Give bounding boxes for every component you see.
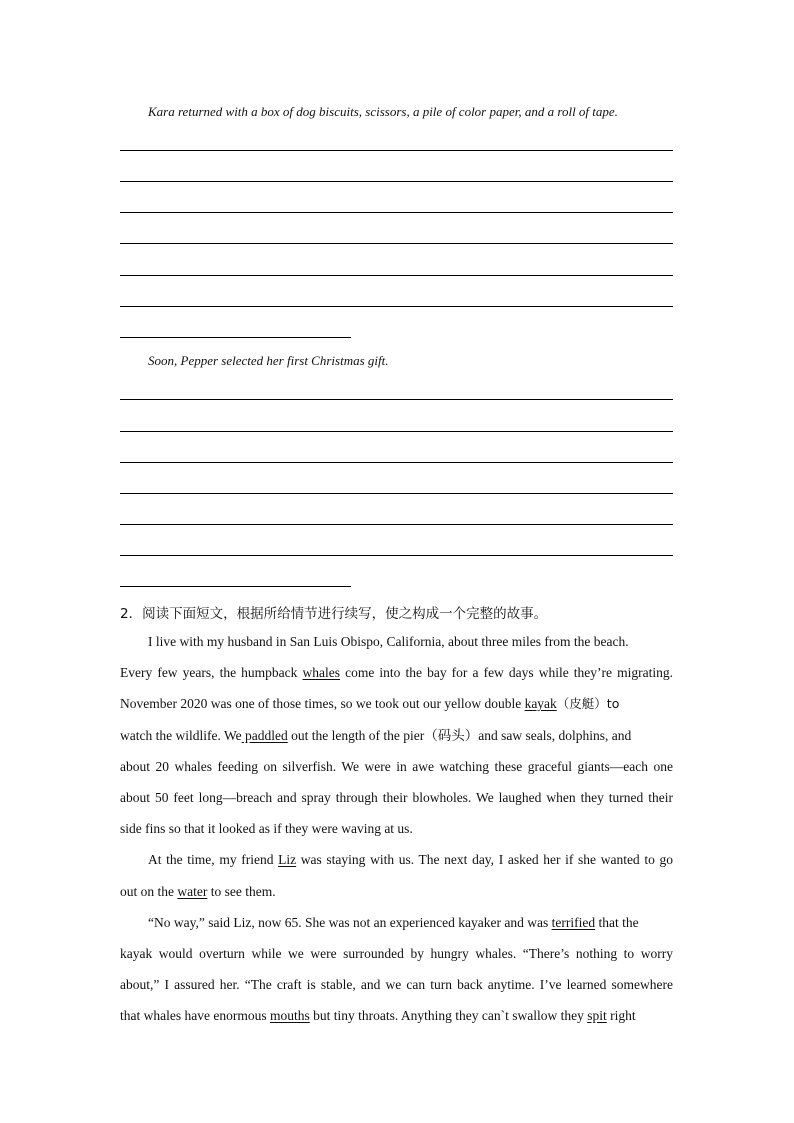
answer-line (120, 431, 673, 432)
passage-line: about,” I assured her. “The craft is stable, and we can turn back anytime. I’ve learned somewhere (120, 977, 673, 992)
answer-line (120, 524, 673, 525)
answer-line (120, 462, 673, 463)
answer-line (120, 181, 673, 182)
writing-prompt-2: Soon, Pepper selected her first Christmas gift. (148, 353, 389, 368)
passage-line: At the time, my friend Liz was staying with us. The next day, I asked her if she wanted to go (148, 852, 673, 867)
passage-line: I live with my husband in San Luis Obispo, California, about three miles from the beach. (148, 634, 629, 649)
underlined-word: Liz (278, 852, 297, 867)
underlined-word: water (177, 884, 208, 899)
passage-line: about 20 whales feeding on silverfish. We were in awe watching these graceful giants—each one (120, 759, 673, 774)
answer-line (120, 243, 673, 244)
answer-line (120, 306, 673, 307)
answer-line (120, 150, 673, 151)
passage-line: kayak would overturn while we were surrounded by hungry whales. “There’s nothing to worry (120, 946, 673, 961)
underlined-word: spit (587, 1008, 607, 1023)
passage-line: out on the water to see them. (120, 884, 276, 899)
answer-line (120, 212, 673, 213)
answer-line-end (120, 586, 351, 587)
answer-line (120, 399, 673, 400)
underlined-word: mouths (269, 1008, 310, 1023)
passage-line: November 2020 was one of those times, so we took out our yellow double kayak（皮艇）to (120, 696, 620, 711)
passage-line: about 50 feet long—breach and spray through their blowholes. We laughed when they turned their (120, 790, 673, 805)
underlined-word: kayak (524, 696, 557, 711)
underlined-word: terrified (551, 915, 596, 930)
question-heading: 2．阅读下面短文，根据所给情节进行续写，使之构成一个完整的故事。 (120, 606, 548, 622)
passage-line: that whales have enormous mouths but tiny throats. Anything they can`t swallow they spit right (120, 1008, 636, 1023)
passage-line: side fins so that it looked as if they were waving at us. (120, 821, 413, 836)
answer-line (120, 275, 673, 276)
writing-prompt-1: Kara returned with a box of dog biscuits, scissors, a pile of color paper, and a roll of tape. (148, 104, 618, 119)
underlined-word: whales (302, 665, 340, 680)
answer-line-end (120, 337, 351, 338)
passage-line: “No way,” said Liz, now 65. She was not an experienced kayaker and was terrified that the (148, 915, 639, 930)
underlined-word: paddled (241, 728, 288, 743)
answer-line (120, 555, 673, 556)
passage-line: Every few years, the humpback whales come into the bay for a few days while they’re migrating. (120, 665, 673, 680)
answer-line (120, 493, 673, 494)
passage-line: watch the wildlife. We paddled out the length of the pier（码头）and saw seals, dolphins, and (120, 728, 632, 743)
